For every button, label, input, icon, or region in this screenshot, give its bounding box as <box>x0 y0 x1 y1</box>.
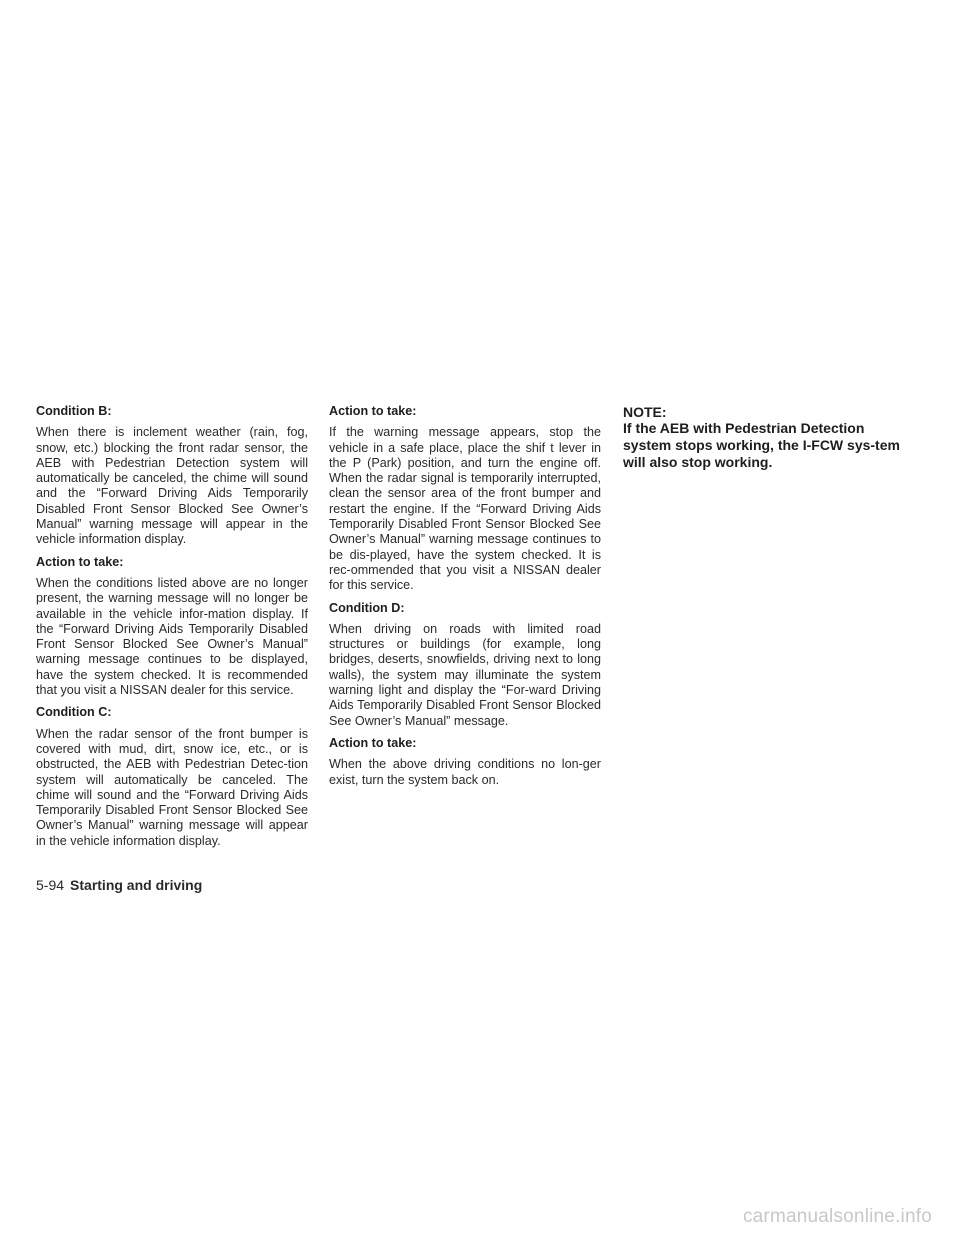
page-footer <box>36 877 202 893</box>
page-number: 5-94 <box>36 877 65 893</box>
action-c-text: If the warning message appears, stop the vehicle in a safe place, place the shif t lever in the P (Park) position, and turn the engine off. When the radar signal is temporarily interrupted, clean the sensor area of the front bumper and restart the engine. If the “Forward Driving Aids Temporarily Disabled Front Sensor Blocked See Owner’s Manual” warning message continues to be dis-played, have the system checked. It is rec-ommended that you visit a NISSAN dealer for this service. <box>329 425 601 593</box>
action-d-heading: Action to take: <box>329 735 417 750</box>
column-right-note <box>623 404 908 471</box>
condition-b-text: When there is inclement weather (rain, fog, snow, etc.) blocking the front radar sensor, the AEB with Pedestrian Detection system will automatically be canceled, the chime will sound and the “Forward Driving Aids Temporarily Disabled Front Sensor Blocked See Owner’s Manual” warning message will appear in the vehicle information display. <box>36 425 308 547</box>
action-b-text: When the conditions listed above are no longer present, the warning message will no longer be available in the vehicle infor-mation display. If the “Forward Driving Aids Temporarily Disabled Front Sensor Blocked See Owner’s Manual” warning message continues to be displayed, have the system checked. It is recommended that you visit a NISSAN dealer for this service. <box>36 575 308 698</box>
action-b-heading: Action to take: <box>36 554 124 569</box>
condition-c-heading: Condition C: <box>36 705 112 720</box>
action-c-heading: Action to take: <box>329 404 417 418</box>
condition-c-text: When the radar sensor of the front bumper is covered with mud, dirt, snow ice, etc., or is obstructed, the AEB with Pedestrian Detec-tion system will automatically be canceled. The chime will sound and the “Forward Driving Aids Temporarily Disabled Front Sensor Blocked See Owner’s Manual” warning message will appear in the vehicle information display. <box>36 726 308 848</box>
note-label: NOTE: <box>623 404 667 420</box>
condition-d-heading: Condition D: <box>329 600 405 615</box>
column-middle <box>329 404 601 795</box>
condition-d-text: When driving on roads with limited road structures or buildings (for example, long bridges, deserts, snowfields, driving next to long walls), the system may illuminate the system warning light and display the “For-ward Driving Aids Temporarily Disabled Front Sensor Blocked See Owner’s Manual” message. <box>329 621 601 728</box>
note-text: If the AEB with Pedestrian Detection system stops working, the I-FCW sys-tem will also stop working. <box>623 420 900 470</box>
watermark-text: carmanualsonline.info <box>742 1206 932 1227</box>
condition-b-heading: Condition B: <box>36 404 112 418</box>
column-left <box>36 404 308 856</box>
section-title: Starting and driving <box>70 877 203 893</box>
action-d-text: When the above driving conditions no lon-ger exist, turn the system back on. <box>329 757 601 787</box>
